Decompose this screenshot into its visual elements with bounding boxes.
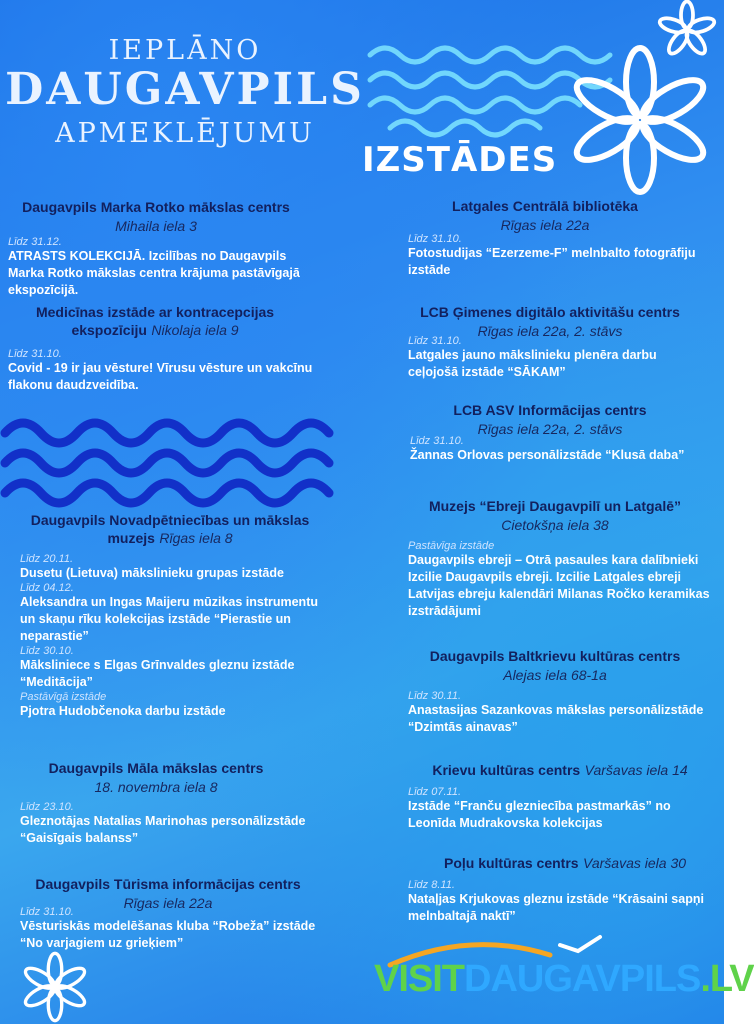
exhibit-description: Dusetu (Lietuva) mākslinieku grupas izstāde [20,566,284,580]
venue-name: Daugavpils Marka Rotko mākslas centrs [22,199,290,215]
exhibit-date: Līdz 30.10. [20,645,74,657]
exhibit-entry [408,786,708,832]
exhibit-date: Līdz 30.11. [408,690,462,702]
venue-address: Rīgas iela 22a, 2. stāvs [477,323,623,339]
venue-title [400,498,710,533]
exhibit-description: Izstāde “Franču glezniecība pastmarkās” no Leonīda Mudrakovska kolekcijas [408,799,671,830]
venue-title [0,199,312,234]
exhibit-entry [20,906,325,952]
venue-address: Rīgas iela 22a, 2. stāvs [477,421,623,437]
header-line-1: IEPLĀNO [108,35,262,66]
venue-address: Varšavas iela 30 [583,855,687,871]
exhibit-list [20,553,325,720]
venue-name: Medicīnas izstāde ar kontracepcijas ekspozīciju [35,304,275,338]
venue-address: Rīgas iela 8 [159,530,233,546]
venue-title [20,512,320,548]
exhibit-date: Līdz 04.12. [20,582,74,594]
exhibit-date: Līdz 20.11. [20,553,74,565]
venue-address: Rīgas iela 22a [500,217,590,233]
exhibit-date: Līdz 31.10. [8,348,62,360]
visitdaugavpils-logo [374,958,754,1001]
exhibit-description: Māksliniece s Elgas Grīnvaldes gleznu izstāde “Meditācija” [20,658,295,689]
logo-part-lv: .LV [700,958,754,1000]
exhibit-description: Gleznotājas Natalias Marinohas personālizstāde “Gaisīgais balanss” [20,814,306,845]
exhibit-entry [8,348,318,394]
flower-icon-bottom [0,950,110,1024]
venue-title [400,304,700,339]
exhibit-description: Žannas Orlovas personālizstāde “Klusā daba” [410,448,685,462]
exhibit-date: Līdz 31.12. [8,236,62,248]
wave-decoration-mid [0,405,350,510]
venue-title [400,648,710,683]
header-line-3: APMEKLĒJUMU [55,118,315,149]
flower-icon-small [650,0,724,60]
venue-address: Cietokšņa iela 38 [501,517,609,533]
venue-title [410,762,710,780]
venue-name: Daugavpils Baltkrievu kultūras centrs [429,648,681,664]
exhibit-date: Līdz 31.10. [20,906,74,918]
logo-part-daugavpils: DAUGAVPILS [464,958,701,1000]
venue-name: Poļu kultūras centrs [443,855,579,871]
venue-address: Nikolaja iela 9 [151,322,239,338]
exhibit-entry [8,236,318,299]
exhibit-description: Aleksandra un Ingas Maijeru mūzikas instrumentu un skaņu rīku kolekcijas izstāde “Pierastie un neparastie” [20,595,318,643]
exhibit-description: Fotostudijas “Ezerzeme-F” melnbalto fotogrāfiju izstāde [408,246,696,277]
exhibit-description: Daugavpils ebreji – Otrā pasaules kara dalībnieki Izcilie Daugavpils ebreji. Izcilie Latgales ebreji Latvijas ebreju kalendāri Milanas Ročko keramikas izstrādājumi [408,553,710,618]
exhibit-date: Līdz 31.10. [408,335,462,347]
exhibit-description: ATRASTS KOLEKCIJĀ. Izcilības no Daugavpils Marka Rotko mākslas centra krājuma pastāvīgajā ekspozīcijā. [8,249,300,297]
venue-name: Krievu kultūras centrs [432,762,581,778]
venue-title [420,855,710,873]
exhibit-date: Līdz 31.10. [410,435,464,447]
venue-address: Rīgas iela 22a [123,895,213,911]
venue-name: Daugavpils Tūrisma informācijas centrs [35,876,301,892]
exhibit-date: Līdz 23.10. [20,801,74,813]
venue-title [0,760,312,795]
venue-name: Daugavpils Novadpētniecības un mākslas muzejs [30,512,310,546]
exhibit-description: Covid - 19 ir jau vēsture! Vīrusu vēsture un vakcīnu flakonu daudzveidība. [8,361,313,392]
venue-name: LCB ASV Informācijas centrs [453,402,647,418]
header-line-2: DAUGAVPILS [5,64,365,115]
logo-part-visit: VISIT [374,958,465,1000]
exhibit-description: Vēsturiskās modelēšanas kluba “Robeža” izstāde “No varjagiem uz grieķiem” [20,919,316,950]
section-title: IZSTĀDES [362,140,558,180]
flower-icon [560,40,720,200]
exhibit-entry [20,801,325,847]
exhibit-date: Līdz 31.10. [408,233,462,245]
exhibit-description: Latgales jauno mākslinieku plenēra darbu ceļojošā izstāde “SĀKAM” [408,348,657,379]
exhibit-entry [408,879,708,925]
exhibit-description: Pjotra Hudobčenoka darbu izstāde [20,704,226,718]
exhibit-description: Nataļjas Krjukovas gleznu izstāde “Krāsaini sapņi melnbaltajā naktī” [408,892,704,923]
exhibit-date: Līdz 07.11. [408,786,462,798]
venue-address: 18. novembra iela 8 [94,779,218,795]
venue-name: Latgales Centrālā bibliotēka [452,198,638,214]
venue-title [400,198,690,233]
exhibit-entry [408,690,708,736]
exhibit-date: Līdz 8.11. [408,879,455,891]
exhibit-description: Anastasijas Sazankovas mākslas personālizstāde “Dzimtās ainavas” [408,703,704,734]
venue-address: Varšavas iela 14 [584,762,688,778]
venue-name: Muzejs “Ebreji Daugavpilī un Latgalē” [428,498,682,514]
exhibit-entry [408,540,718,620]
exhibit-entry [408,335,708,381]
exhibit-entry [410,435,710,464]
venue-title [400,402,700,437]
venue-address: Alejas iela 68-1a [503,667,607,683]
venue-name: LCB Ģimenes digitālo aktivitāšu centrs [420,304,680,320]
exhibit-date: Pastāvīga izstāde [408,540,495,552]
venue-title [10,304,300,340]
exhibit-date: Pastāvīgā izstāde [20,691,107,703]
exhibit-entry [408,233,708,279]
venue-name: Daugavpils Māla mākslas centrs [48,760,264,776]
venue-address: Mihaila iela 3 [115,218,197,234]
